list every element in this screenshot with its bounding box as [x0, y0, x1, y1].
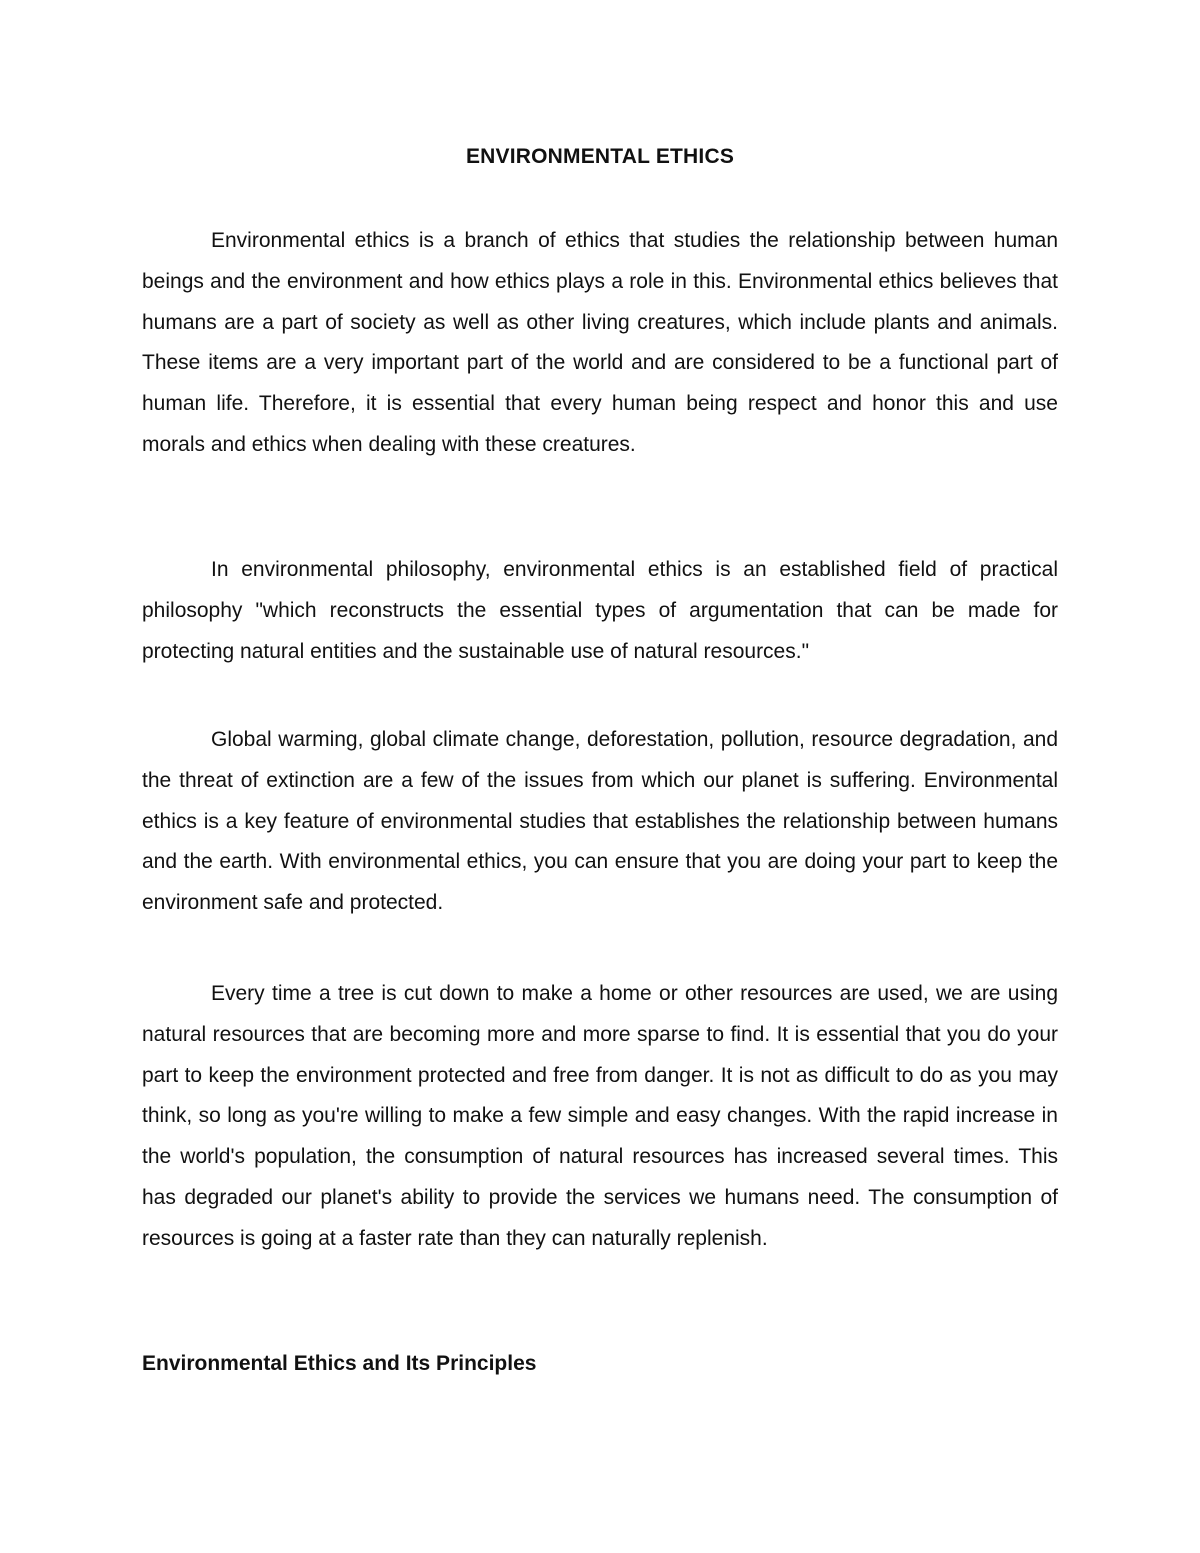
paragraph-global-issues: Global warming, global climate change, deforestation, pollution, resource degradation, and the threat of extinction are a few of the issues from which our planet is suffering. Environmental ethics is a key feature of environmental studies that establishes the relationship between humans and the earth. With environmental ethics, you can ensure that you are doing your part to keep the environment safe and protected.: [142, 728, 1058, 915]
paragraph-philosophy: In environmental philosophy, environmental ethics is an established field of practical philosophy "which reconstructs the essential types of argumentation that can be made for protecting natural entities and the sustainable use of natural resources.": [142, 558, 1058, 663]
section-heading: Environmental Ethics and Its Principles: [142, 1352, 537, 1375]
paragraph-resources: Every time a tree is cut down to make a home or other resources are used, we are using natural resources that are becoming more and more sparse to find. It is essential that you do your part to keep the environment protected and free from danger. It is not as difficult to do as you may think, so long as you're willing to make a few simple and easy changes. With the rapid increase in the world's population, the consumption of natural resources has increased several times. This has degraded our planet's ability to provide the services we humans need. The consumption of resources is going at a faster rate than they can naturally replenish.: [142, 982, 1058, 1250]
document-title: ENVIRONMENTAL ETHICS: [465, 145, 735, 168]
paragraph-intro: Environmental ethics is a branch of ethics that studies the relationship between human beings and the environment and how ethics plays a role in this. Environmental ethics believes that humans are a part of society as well as other living creatures, which include plants and animals. These items are a very important part of the world and are considered to be a functional part of human life. Therefore, it is essential that every human being respect and honor this and use morals and ethics when dealing with these creatures.: [142, 229, 1058, 456]
